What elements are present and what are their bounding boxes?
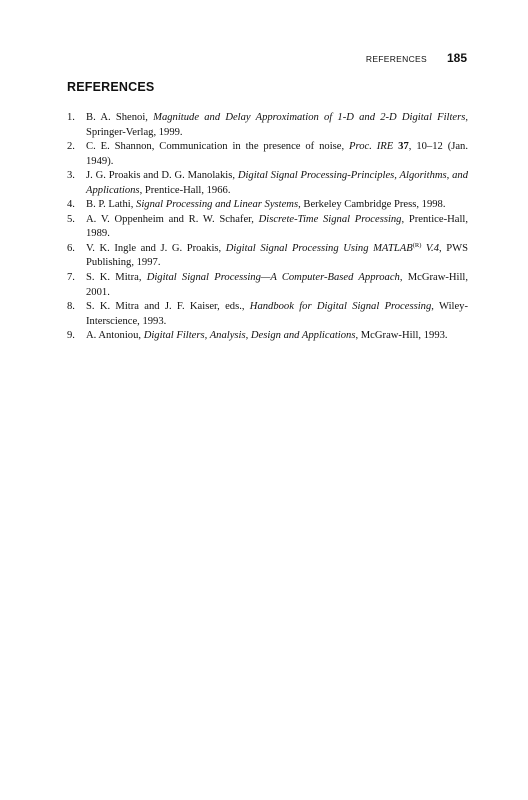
reference-authors: S. K. Mitra and J. F. Kaiser, eds., bbox=[86, 301, 250, 313]
reference-text bbox=[86, 111, 468, 140]
reference-title: Digital Signal Processing Using MATLAB bbox=[225, 242, 413, 254]
reference-publisher: , Springer-Verlag, 1999. bbox=[86, 112, 468, 138]
reference-text bbox=[86, 169, 468, 198]
reference-authors: J. G. Proakis and D. G. Manolakis, bbox=[86, 170, 238, 182]
reference-publisher: , Prentice-Hall, 1966. bbox=[139, 184, 231, 196]
reference-number: 1. bbox=[67, 112, 75, 123]
reference-item bbox=[67, 329, 468, 344]
reference-item bbox=[67, 300, 468, 329]
reference-number: 3. bbox=[67, 170, 75, 182]
reference-text bbox=[86, 271, 468, 300]
reference-item bbox=[67, 213, 468, 242]
reference-text bbox=[86, 242, 468, 271]
reference-text bbox=[86, 329, 468, 344]
reference-publisher: , McGraw-Hill, 2001. bbox=[86, 272, 469, 298]
reference-number: 7. bbox=[67, 272, 75, 284]
reference-number: 9. bbox=[67, 330, 75, 342]
reference-title: Digital Signal Processing—A Computer-Based Approach bbox=[146, 272, 400, 284]
reference-text bbox=[86, 140, 468, 169]
reference-number: 2. bbox=[67, 141, 75, 153]
reference-item bbox=[67, 271, 468, 300]
reference-publisher: , Berkeley Cambridge Press, 1998. bbox=[298, 199, 446, 211]
registered-mark: (R) bbox=[412, 241, 422, 249]
reference-authors: S. K. Mitra, bbox=[86, 272, 147, 284]
reference-item bbox=[67, 169, 468, 198]
reference-publisher: , Prentice-Hall, 1989. bbox=[86, 213, 468, 240]
reference-title-suffix: V.4 bbox=[421, 242, 439, 254]
reference-title: Handbook for Digital Signal Processing bbox=[249, 301, 432, 313]
reference-text bbox=[86, 300, 468, 329]
reference-title: Digital Filters, Analysis, Design and Applications bbox=[143, 330, 356, 342]
reference-number: 5. bbox=[67, 213, 75, 225]
reference-item bbox=[67, 242, 468, 271]
reference-publisher: , PWS Publishing, 1997. bbox=[86, 242, 468, 269]
running-head bbox=[366, 51, 467, 65]
reference-number: 6. bbox=[67, 242, 75, 254]
reference-publisher: , 10–12 (Jan. 1949). bbox=[86, 141, 469, 167]
reference-title: Magnitude and Delay Approximation of 1-D and 2-D Digital Filters bbox=[153, 112, 466, 123]
reference-item bbox=[67, 198, 468, 213]
reference-authors: B. P. Lathi, bbox=[86, 199, 137, 211]
reference-authors: A. Antoniou, bbox=[86, 330, 144, 342]
reference-text bbox=[86, 213, 468, 242]
reference-authors: V. K. Ingle and J. G. Proakis, bbox=[86, 242, 226, 254]
reference-publisher: , Wiley-Interscience, 1993. bbox=[86, 301, 468, 327]
reference-volume: 37 bbox=[398, 141, 409, 153]
reference-title: Discrete-Time Signal Processing bbox=[258, 213, 402, 225]
reference-authors: B. A. Shenoi, bbox=[86, 112, 154, 123]
reference-text bbox=[86, 198, 468, 213]
reference-item bbox=[67, 111, 468, 140]
reference-title: Proc. IRE bbox=[349, 141, 394, 153]
section-heading: REFERENCES bbox=[67, 80, 155, 94]
page-number: 185 bbox=[446, 51, 467, 65]
reference-title: Digital Signal Processing-Principles, Algorithms, and Applications bbox=[86, 170, 468, 196]
running-head-section: REFERENCES bbox=[365, 54, 427, 64]
reference-list bbox=[67, 111, 468, 344]
reference-authors: C. E. Shannon, Communication in the presence of noise, bbox=[86, 141, 350, 153]
reference-authors: A. V. Oppenheim and R. W. Schafer, bbox=[86, 213, 259, 225]
reference-number: 4. bbox=[67, 199, 75, 211]
reference-publisher: , McGraw-Hill, 1993. bbox=[355, 330, 448, 342]
reference-item bbox=[67, 140, 468, 169]
reference-number: 8. bbox=[67, 301, 75, 313]
reference-title: Signal Processing and Linear Systems bbox=[136, 199, 299, 211]
